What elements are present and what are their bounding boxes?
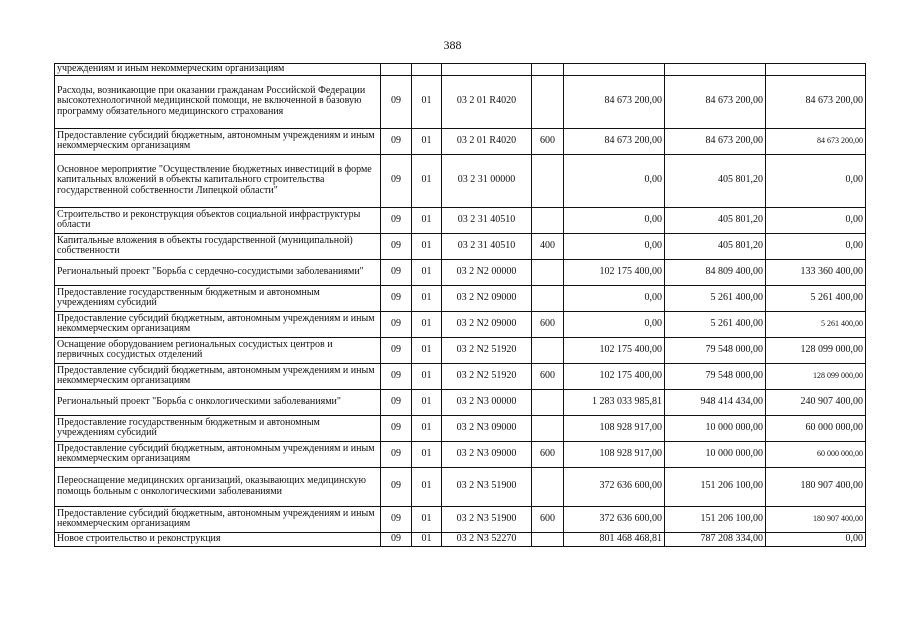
target-article-cell: 03 2 N3 00000 bbox=[442, 389, 532, 415]
row-name-cell: Предоставление субсидий бюджетным, автономным учреждениям и иным некоммерческим организациям bbox=[55, 441, 381, 467]
row-name-cell: Капитальные вложения в объекты государственной (муниципальной) собственности bbox=[55, 233, 381, 259]
amount-year3-cell: 180 907 400,00 bbox=[766, 467, 866, 506]
section-code-cell: 09 bbox=[381, 75, 412, 128]
amount-year3-cell: 0,00 bbox=[766, 233, 866, 259]
amount-year1-cell: 0,00 bbox=[564, 154, 665, 207]
amount-year1-cell: 102 175 400,00 bbox=[564, 363, 665, 389]
subsection-code-cell: 01 bbox=[412, 363, 442, 389]
subsection-code-cell: 01 bbox=[412, 389, 442, 415]
target-article-cell: 03 2 N2 09000 bbox=[442, 285, 532, 311]
target-article-cell: 03 2 31 40510 bbox=[442, 233, 532, 259]
amount-year3-cell: 84 673 200,00 bbox=[766, 128, 866, 154]
section-code-cell: 09 bbox=[381, 285, 412, 311]
amount-year3-cell: 0,00 bbox=[766, 532, 866, 546]
amount-year3-cell: 240 907 400,00 bbox=[766, 389, 866, 415]
amount-year1-cell: 0,00 bbox=[564, 285, 665, 311]
subsection-code-cell: 01 bbox=[412, 311, 442, 337]
target-article-cell: 03 2 N3 52270 bbox=[442, 532, 532, 546]
amount-year3-cell: 60 000 000,00 bbox=[766, 415, 866, 441]
subsection-code-cell: 01 bbox=[412, 128, 442, 154]
amount-year1-cell: 0,00 bbox=[564, 207, 665, 233]
amount-year2-cell: 948 414 434,00 bbox=[665, 389, 766, 415]
amount-year2-cell: 151 206 100,00 bbox=[665, 467, 766, 506]
table-row bbox=[55, 311, 866, 337]
amount-year3-cell: 0,00 bbox=[766, 207, 866, 233]
table-body bbox=[55, 64, 866, 547]
amount-year1-cell: 102 175 400,00 bbox=[564, 337, 665, 363]
amount-year2-cell: 84 673 200,00 bbox=[665, 75, 766, 128]
section-code-cell: 09 bbox=[381, 337, 412, 363]
expense-type-cell: 600 bbox=[532, 128, 564, 154]
section-code-cell: 09 bbox=[381, 441, 412, 467]
subsection-code-cell bbox=[412, 64, 442, 76]
amount-year2-cell: 405 801,20 bbox=[665, 207, 766, 233]
section-code-cell bbox=[381, 64, 412, 76]
amount-year2-cell: 5 261 400,00 bbox=[665, 311, 766, 337]
amount-year2-cell: 5 261 400,00 bbox=[665, 285, 766, 311]
amount-year3-cell: 5 261 400,00 bbox=[766, 311, 866, 337]
target-article-cell: 03 2 N2 09000 bbox=[442, 311, 532, 337]
amount-year1-cell: 801 468 468,81 bbox=[564, 532, 665, 546]
subsection-code-cell: 01 bbox=[412, 233, 442, 259]
expense-type-cell bbox=[532, 337, 564, 363]
subsection-code-cell: 01 bbox=[412, 467, 442, 506]
target-article-cell: 03 2 01 R4020 bbox=[442, 75, 532, 128]
amount-year1-cell: 84 673 200,00 bbox=[564, 128, 665, 154]
row-name-cell: Строительство и реконструкция объектов социальной инфраструктуры области bbox=[55, 207, 381, 233]
section-code-cell: 09 bbox=[381, 415, 412, 441]
expense-type-cell bbox=[532, 154, 564, 207]
amount-year1-cell: 108 928 917,00 bbox=[564, 441, 665, 467]
table-row bbox=[55, 506, 866, 532]
amount-year1-cell: 84 673 200,00 bbox=[564, 75, 665, 128]
expense-type-cell bbox=[532, 75, 564, 128]
amount-year3-cell: 128 099 000,00 bbox=[766, 337, 866, 363]
table-row bbox=[55, 532, 866, 546]
subsection-code-cell: 01 bbox=[412, 75, 442, 128]
table-row bbox=[55, 128, 866, 154]
row-name-cell: Расходы, возникающие при оказании гражданам Российской Федерации высокотехнологичной медицинской помощи, не включенной в базовую программу обязательного медицинского страхования bbox=[55, 75, 381, 128]
amount-year2-cell: 405 801,20 bbox=[665, 233, 766, 259]
expense-type-cell bbox=[532, 259, 564, 285]
amount-year2-cell: 405 801,20 bbox=[665, 154, 766, 207]
amount-year2-cell: 151 206 100,00 bbox=[665, 506, 766, 532]
row-name-cell: Основное мероприятие "Осуществление бюджетных инвестиций в форме капитальных вложений в объекты капитального строительства государственной собственности Липецкой области" bbox=[55, 154, 381, 207]
amount-year1-cell: 0,00 bbox=[564, 233, 665, 259]
row-name-cell: Оснащение оборудованием региональных сосудистых центров и первичных сосудистых отделений bbox=[55, 337, 381, 363]
amount-year2-cell: 79 548 000,00 bbox=[665, 363, 766, 389]
expense-type-cell bbox=[532, 467, 564, 506]
table-row bbox=[55, 154, 866, 207]
table-row bbox=[55, 207, 866, 233]
expense-type-cell bbox=[532, 64, 564, 76]
amount-year1-cell: 108 928 917,00 bbox=[564, 415, 665, 441]
amount-year2-cell: 787 208 334,00 bbox=[665, 532, 766, 546]
target-article-cell: 03 2 N2 51920 bbox=[442, 363, 532, 389]
section-code-cell: 09 bbox=[381, 506, 412, 532]
table-row bbox=[55, 363, 866, 389]
row-name-cell: Предоставление субсидий бюджетным, автономным учреждениям и иным некоммерческим организациям bbox=[55, 311, 381, 337]
row-name-cell: Региональный проект "Борьба с онкологическими заболеваниями" bbox=[55, 389, 381, 415]
amount-year1-cell: 372 636 600,00 bbox=[564, 467, 665, 506]
target-article-cell: 03 2 31 00000 bbox=[442, 154, 532, 207]
section-code-cell: 09 bbox=[381, 311, 412, 337]
budget-table bbox=[54, 63, 866, 547]
subsection-code-cell: 01 bbox=[412, 506, 442, 532]
row-name-cell: учреждениям и иным некоммерческим организациям bbox=[55, 64, 381, 76]
target-article-cell: 03 2 N3 51900 bbox=[442, 506, 532, 532]
expense-type-cell: 600 bbox=[532, 363, 564, 389]
expense-type-cell bbox=[532, 415, 564, 441]
amount-year2-cell bbox=[665, 64, 766, 76]
amount-year3-cell: 0,00 bbox=[766, 154, 866, 207]
row-name-cell: Региональный проект "Борьба с сердечно-сосудистыми заболеваниями" bbox=[55, 259, 381, 285]
row-name-cell: Предоставление государственным бюджетным и автономным учреждениям субсидий bbox=[55, 285, 381, 311]
amount-year2-cell: 10 000 000,00 bbox=[665, 415, 766, 441]
subsection-code-cell: 01 bbox=[412, 285, 442, 311]
section-code-cell: 09 bbox=[381, 389, 412, 415]
table-row bbox=[55, 467, 866, 506]
section-code-cell: 09 bbox=[381, 128, 412, 154]
table-row bbox=[55, 64, 866, 76]
table-row bbox=[55, 259, 866, 285]
amount-year3-cell bbox=[766, 64, 866, 76]
amount-year3-cell: 180 907 400,00 bbox=[766, 506, 866, 532]
subsection-code-cell: 01 bbox=[412, 441, 442, 467]
table-row bbox=[55, 75, 866, 128]
row-name-cell: Предоставление субсидий бюджетным, автономным учреждениям и иным некоммерческим организациям bbox=[55, 128, 381, 154]
row-name-cell: Предоставление государственным бюджетным и автономным учреждениям субсидий bbox=[55, 415, 381, 441]
amount-year3-cell: 84 673 200,00 bbox=[766, 75, 866, 128]
amount-year2-cell: 84 673 200,00 bbox=[665, 128, 766, 154]
amount-year3-cell: 133 360 400,00 bbox=[766, 259, 866, 285]
page-number: 388 bbox=[443, 38, 462, 52]
amount-year1-cell: 0,00 bbox=[564, 311, 665, 337]
subsection-code-cell: 01 bbox=[412, 337, 442, 363]
section-code-cell: 09 bbox=[381, 207, 412, 233]
amount-year1-cell bbox=[564, 64, 665, 76]
section-code-cell: 09 bbox=[381, 154, 412, 207]
target-article-cell: 03 2 N3 09000 bbox=[442, 415, 532, 441]
expense-type-cell: 600 bbox=[532, 311, 564, 337]
section-code-cell: 09 bbox=[381, 259, 412, 285]
target-article-cell bbox=[442, 64, 532, 76]
table-row bbox=[55, 415, 866, 441]
row-name-cell: Новое строительство и реконструкция bbox=[55, 532, 381, 546]
amount-year3-cell: 5 261 400,00 bbox=[766, 285, 866, 311]
row-name-cell: Предоставление субсидий бюджетным, автономным учреждениям и иным некоммерческим организациям bbox=[55, 506, 381, 532]
subsection-code-cell: 01 bbox=[412, 532, 442, 546]
section-code-cell: 09 bbox=[381, 233, 412, 259]
subsection-code-cell: 01 bbox=[412, 154, 442, 207]
target-article-cell: 03 2 N2 00000 bbox=[442, 259, 532, 285]
expense-type-cell: 600 bbox=[532, 441, 564, 467]
target-article-cell: 03 2 N2 51920 bbox=[442, 337, 532, 363]
expense-type-cell: 400 bbox=[532, 233, 564, 259]
table-row bbox=[55, 285, 866, 311]
expense-type-cell bbox=[532, 285, 564, 311]
amount-year2-cell: 79 548 000,00 bbox=[665, 337, 766, 363]
section-code-cell: 09 bbox=[381, 532, 412, 546]
expense-type-cell: 600 bbox=[532, 506, 564, 532]
section-code-cell: 09 bbox=[381, 363, 412, 389]
subsection-code-cell: 01 bbox=[412, 259, 442, 285]
target-article-cell: 03 2 N3 09000 bbox=[442, 441, 532, 467]
expense-type-cell bbox=[532, 389, 564, 415]
amount-year2-cell: 10 000 000,00 bbox=[665, 441, 766, 467]
expense-type-cell bbox=[532, 207, 564, 233]
section-code-cell: 09 bbox=[381, 467, 412, 506]
target-article-cell: 03 2 31 40510 bbox=[442, 207, 532, 233]
expense-type-cell bbox=[532, 532, 564, 546]
table-row bbox=[55, 233, 866, 259]
table-row bbox=[55, 337, 866, 363]
amount-year1-cell: 372 636 600,00 bbox=[564, 506, 665, 532]
subsection-code-cell: 01 bbox=[412, 207, 442, 233]
row-name-cell: Переоснащение медицинских организаций, оказывающих медицинскую помощь больным с онкологическими заболеваниями bbox=[55, 467, 381, 506]
amount-year3-cell: 60 000 000,00 bbox=[766, 441, 866, 467]
row-name-cell: Предоставление субсидий бюджетным, автономным учреждениям и иным некоммерческим организациям bbox=[55, 363, 381, 389]
table-row bbox=[55, 389, 866, 415]
target-article-cell: 03 2 01 R4020 bbox=[442, 128, 532, 154]
table-row bbox=[55, 441, 866, 467]
amount-year3-cell: 128 099 000,00 bbox=[766, 363, 866, 389]
amount-year2-cell: 84 809 400,00 bbox=[665, 259, 766, 285]
amount-year1-cell: 102 175 400,00 bbox=[564, 259, 665, 285]
subsection-code-cell: 01 bbox=[412, 415, 442, 441]
target-article-cell: 03 2 N3 51900 bbox=[442, 467, 532, 506]
amount-year1-cell: 1 283 033 985,81 bbox=[564, 389, 665, 415]
